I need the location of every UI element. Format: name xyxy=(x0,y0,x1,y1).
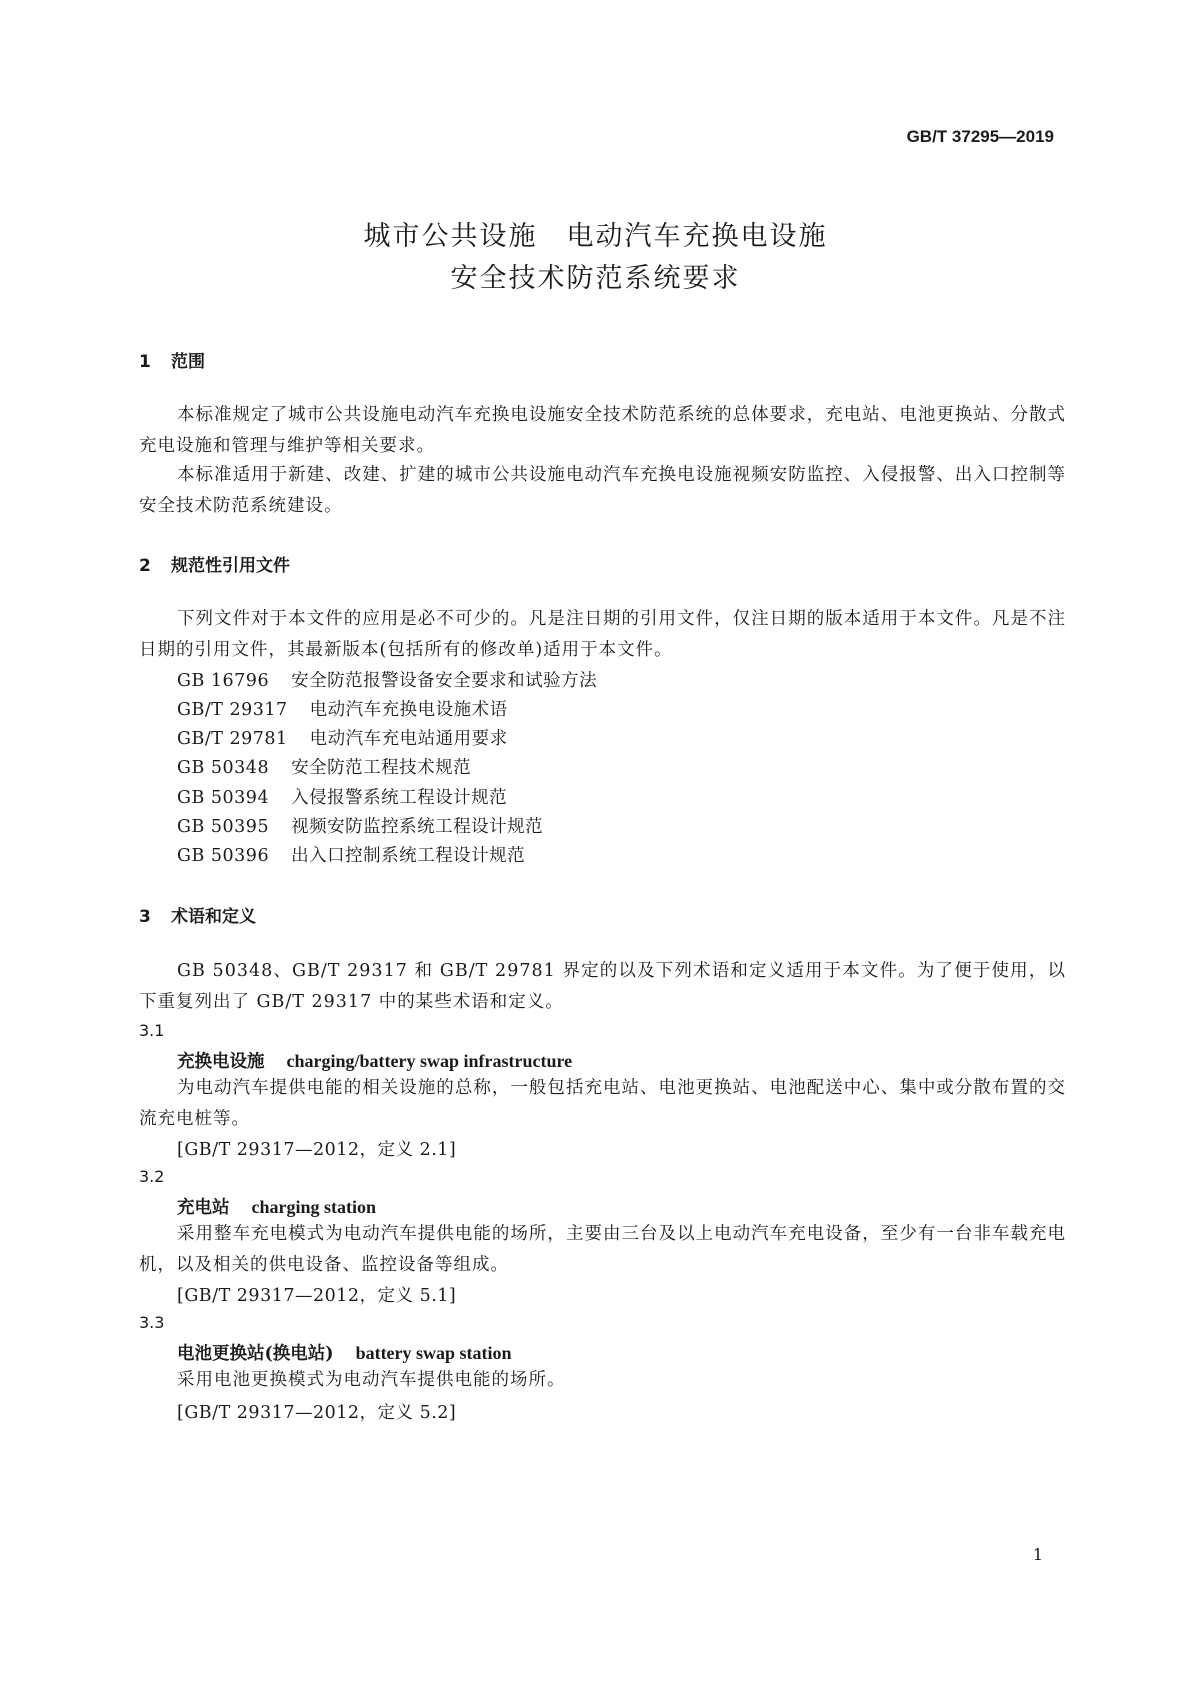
reference-title: 入侵报警系统工程设计规范 xyxy=(291,788,508,808)
reference-title: 视频安防监控系统工程设计规范 xyxy=(291,817,544,837)
section-title: 规范性引用文件 xyxy=(171,556,290,576)
section-title: 术语和定义 xyxy=(171,907,256,927)
definition-text: 为电动汽车提供电能的相关设施的总称，一般包括充电站、电池更换站、电池配送中心、集中或分散布置的交流充电桩等。 xyxy=(139,1078,1066,1129)
section-1-paragraph-1: 本标准规定了城市公共设施电动汽车充换电设施安全技术防范系统的总体要求，充电站、电池更换站、分散式充电设施和管理与维护等相关要求。 xyxy=(139,405,1066,456)
reference-item xyxy=(177,667,597,692)
term-chinese: 充换电设施 xyxy=(177,1052,265,1072)
section-1-heading xyxy=(139,347,205,372)
definition-source: [GB/T 29317—2012，定义 5.2] xyxy=(177,1403,457,1423)
page-number: 1 xyxy=(1032,1545,1043,1564)
section-2-heading xyxy=(139,551,290,576)
term-chinese: 电池更换站(换电站) xyxy=(177,1344,334,1364)
term-english: charging station xyxy=(251,1197,377,1217)
reference-item xyxy=(177,696,508,721)
section-2-paragraph-1: 下列文件对于本文件的应用是必不可少的。凡是注日期的引用文件，仅注日期的版本适用于本文件。凡是不注日期的引用文件，其最新版本(包括所有的修改单)适用于本文件。 xyxy=(139,609,1066,660)
term-chinese: 充电站 xyxy=(177,1198,230,1218)
reference-title: 安全防范报警设备安全要求和试验方法 xyxy=(291,671,598,691)
definition-number: 3.1 xyxy=(139,1021,165,1040)
reference-title: 出入口控制系统工程设计规范 xyxy=(291,846,526,866)
definition-text: 采用电池更换模式为电动汽车提供电能的场所。 xyxy=(177,1370,566,1390)
reference-item xyxy=(177,725,508,750)
definition-source: [GB/T 29317—2012，定义 2.1] xyxy=(177,1140,457,1160)
reference-item xyxy=(177,813,543,838)
section-3-heading xyxy=(139,902,256,927)
reference-code: GB 50395 xyxy=(177,817,270,837)
section-1-paragraph-2: 本标准适用于新建、改建、扩建的城市公共设施电动汽车充换电设施视频安防监控、入侵报警、出入口控制等安全技术防范系统建设。 xyxy=(139,465,1066,516)
term-english: battery swap station xyxy=(355,1343,512,1363)
reference-code: GB 50396 xyxy=(177,846,270,866)
standard-number: GB/T 37295—2019 xyxy=(906,127,1054,146)
reference-title: 安全防范工程技术规范 xyxy=(291,758,472,778)
reference-item xyxy=(177,784,507,809)
reference-code: GB/T 29317 xyxy=(177,700,288,720)
title-line-1: 城市公共设施 电动汽车充换电设施 xyxy=(363,221,828,252)
reference-title: 电动汽车充电站通用要求 xyxy=(309,729,508,749)
section-3-paragraph-1: GB 50348、GB/T 29317 和 GB/T 29781 界定的以及下列术语和定义适用于本文件。为了便于使用，以下重复列出了 GB/T 29317 中的某些术语和定义。 xyxy=(139,961,1066,1012)
title-line-2: 安全技术防范系统要求 xyxy=(450,263,741,294)
reference-code: GB 16796 xyxy=(177,671,270,691)
reference-code: GB/T 29781 xyxy=(177,729,288,749)
section-title: 范围 xyxy=(171,352,205,372)
definition-term xyxy=(177,1048,572,1073)
definition-text: 采用整车充电模式为电动汽车提供电能的场所，主要由三台及以上电动汽车充电设备，至少有一台非车载充电机，以及相关的供电设备、监控设备等组成。 xyxy=(139,1224,1066,1275)
reference-code: GB 50348 xyxy=(177,758,270,778)
section-number: 1 xyxy=(139,352,151,372)
section-number: 2 xyxy=(139,556,151,576)
section-number: 3 xyxy=(139,907,151,927)
definition-term xyxy=(177,1194,376,1219)
definition-term xyxy=(177,1340,512,1365)
definition-source: [GB/T 29317—2012，定义 5.1] xyxy=(177,1286,457,1306)
reference-item xyxy=(177,754,471,779)
reference-code: GB 50394 xyxy=(177,788,270,808)
definition-number: 3.3 xyxy=(139,1313,165,1332)
definition-number: 3.2 xyxy=(139,1167,165,1186)
term-english: charging/battery swap infrastructure xyxy=(286,1051,573,1071)
reference-title: 电动汽车充换电设施术语 xyxy=(309,700,508,720)
reference-item xyxy=(177,842,525,867)
